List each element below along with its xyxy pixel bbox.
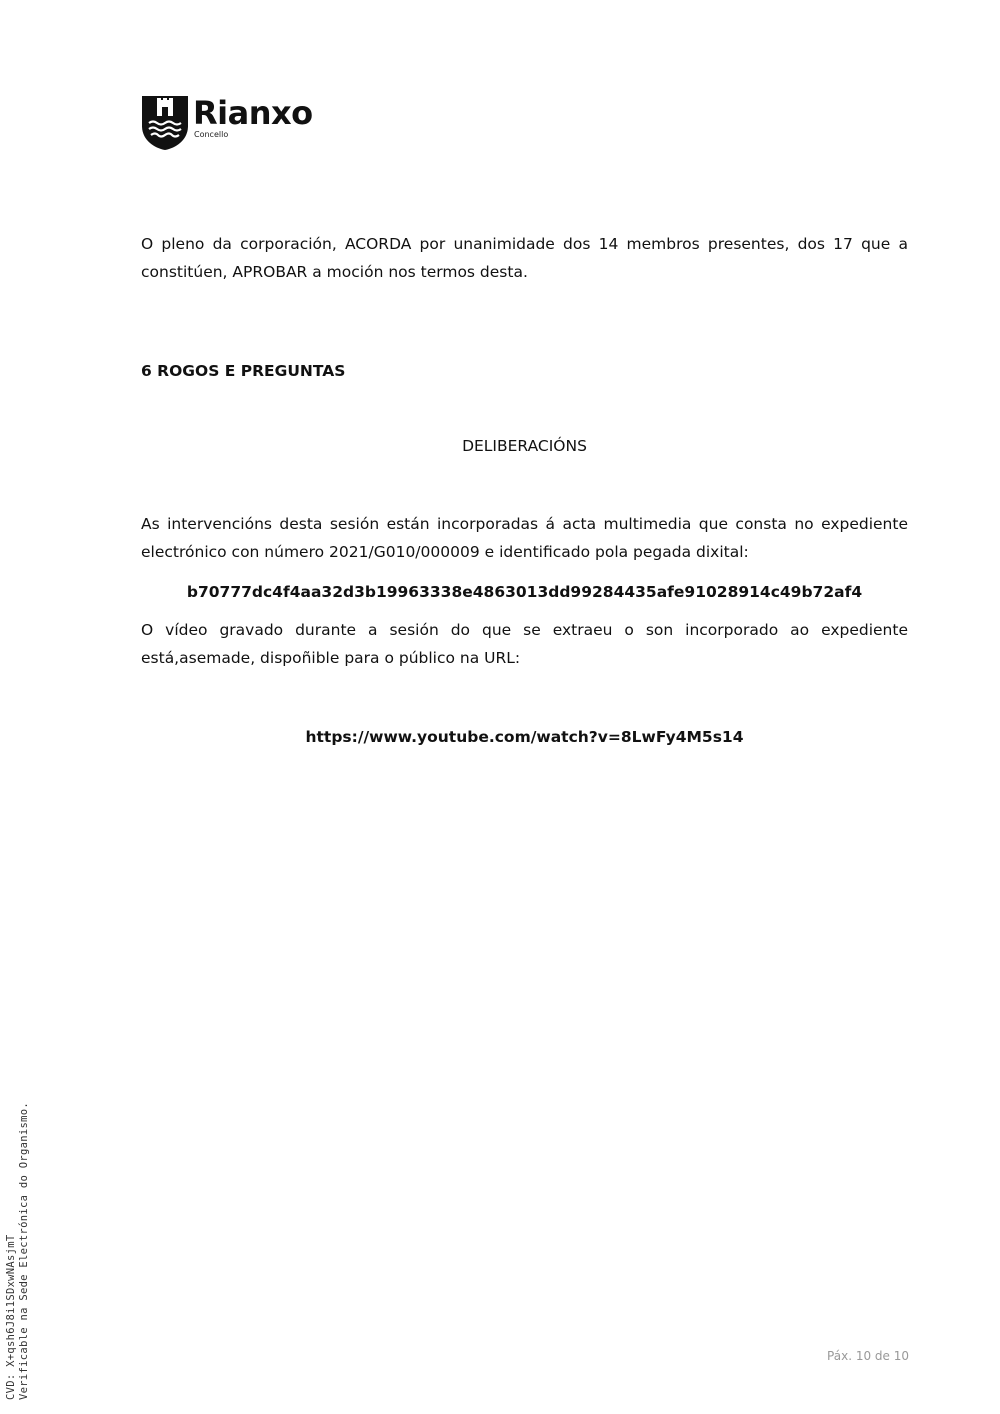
verification-note: Verificable na Sede Electrónica do Organismo. bbox=[18, 1102, 30, 1400]
verification-code: CVD: X+qsh6J8i1SDxwNAsjmT bbox=[5, 1234, 17, 1400]
verification-stamp bbox=[5, 1102, 31, 1400]
concello-logo bbox=[142, 96, 313, 150]
video-url-link[interactable]: https://www.youtube.com/watch?v=8LwFy4M5s14 bbox=[305, 728, 744, 746]
deliberations-title: DELIBERACIÓNS bbox=[462, 437, 587, 455]
logo-subtitle: Concello bbox=[194, 130, 229, 139]
coat-of-arms-icon bbox=[142, 96, 188, 150]
digital-fingerprint-hash: b70777dc4f4aa32d3b19963338e4863013dd99284435afe91028914c49b72af4 bbox=[186, 583, 863, 601]
video-paragraph: O vídeo gravado durante a sesión do que se extraeu o son incorporado ao expediente está,asemade, dispoñible para o público na URL: bbox=[141, 621, 908, 667]
logo-name: Rianxo bbox=[193, 94, 313, 132]
page-number: Páx. 10 de 10 bbox=[827, 1349, 909, 1363]
interventions-paragraph: As intervencións desta sesión están incorporadas á acta multimedia que consta no expediente electrónico con número 2021/G010/000009 e identificado pola pegada dixital: bbox=[141, 515, 908, 561]
resolution-paragraph: O pleno da corporación, ACORDA por unanimidade dos 14 membros presentes, dos 17 que a constitúen, APROBAR a moción nos termos desta. bbox=[141, 235, 908, 281]
section-heading: 6 ROGOS E PREGUNTAS bbox=[141, 362, 346, 380]
